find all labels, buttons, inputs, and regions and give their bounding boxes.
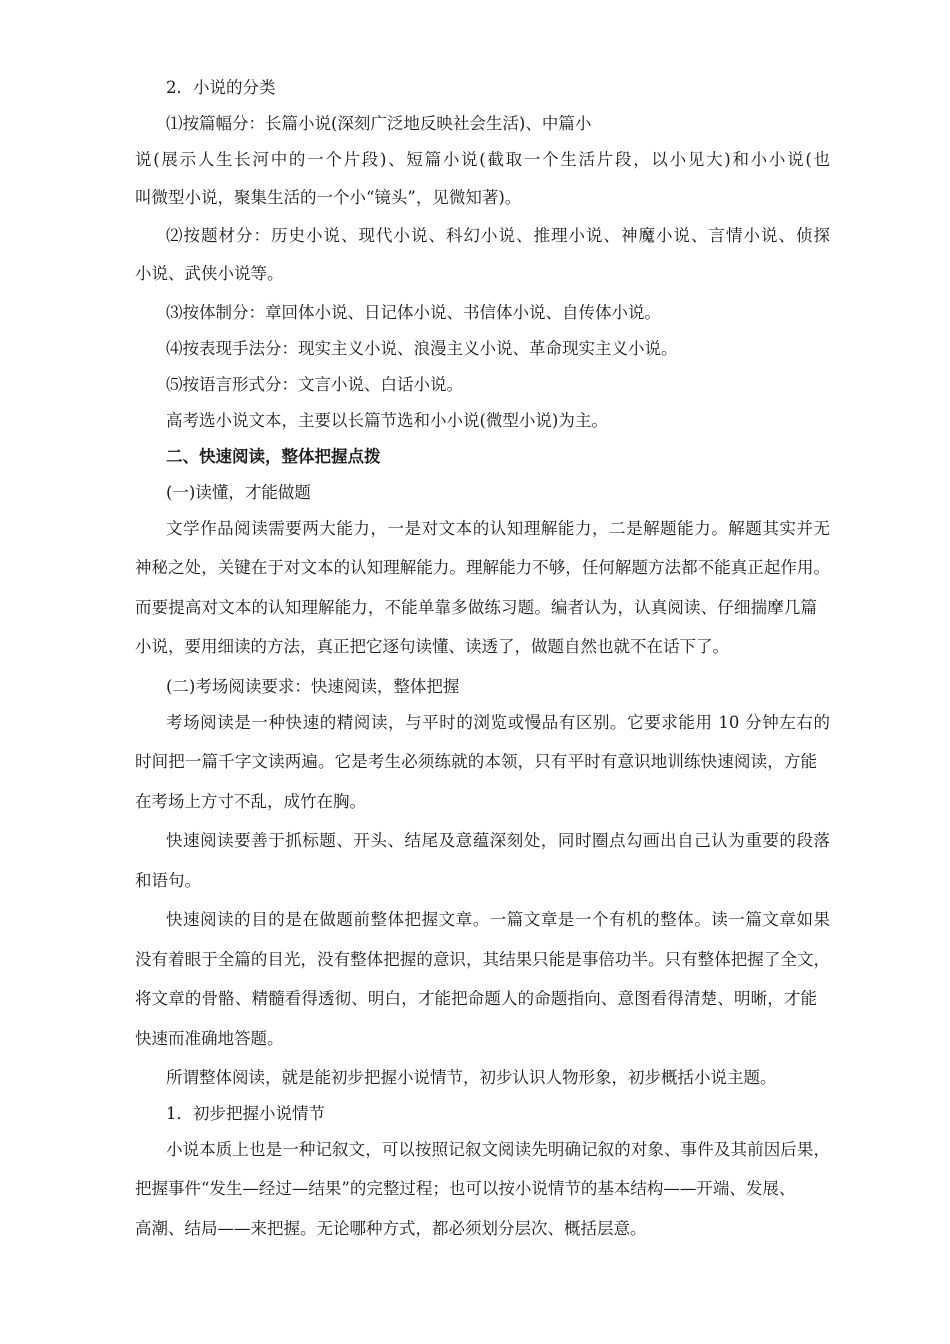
- paragraph-line: ⑸按语言形式分：文言小说、白话小说。: [166, 375, 463, 394]
- paragraph-line: 而要提高对文本的认知理解能力，不能单靠多做练习题。编者认为，认真阅读、仔细揣摩几篇: [135, 598, 817, 617]
- paragraph-line: 叫微型小说，聚集生活的一个小“镜头”，见微知著)。: [135, 188, 522, 207]
- paragraph-line: 说(展示人生长河中的一个片段)、短篇小说(截取一个生活片段，以小见大)和小小说(也: [135, 150, 830, 169]
- subsection-heading: (二)考场阅读要求：快速阅读，整体把握: [166, 677, 460, 696]
- section-heading: 1．初步把握小说情节: [166, 1104, 325, 1123]
- paragraph-line: 小说本质上也是一种记叙文，可以按照记叙文阅读先明确记叙的对象、事件及其前因后果，: [166, 1140, 830, 1159]
- subsection-heading: (一)读懂，才能做题: [166, 483, 311, 502]
- paragraph-line: ⑷按表现手法分：现实主义小说、浪漫主义小说、革命现实主义小说。: [166, 339, 678, 358]
- paragraph-line: 小说、武侠小说等。: [135, 264, 284, 283]
- paragraph-line: 把握事件“发生—经过—结果”的完整过程；也可以按小说情节的基本结构——开端、发展、: [135, 1179, 796, 1198]
- section-heading: 二、快速阅读，整体把握点拨: [166, 447, 381, 466]
- paragraph-line: 所谓整体阅读，就是能初步把握小说情节，初步认识人物形象，初步概括小说主题。: [166, 1068, 777, 1087]
- section-heading: 2．小说的分类: [166, 78, 276, 97]
- paragraph-line: 高潮、结局——来把握。无论哪种方式，都必须划分层次、概括层意。: [135, 1219, 647, 1238]
- paragraph-line: 和语句。: [135, 871, 201, 890]
- paragraph-line: 神秘之处，关键在于对文本的认知理解能力。理解能力不够，任何解题方法都不能真正起作用。: [135, 558, 830, 577]
- paragraph-line: 考场阅读是一种快速的精阅读，与平时的浏览或慢品有区别。它要求能用 10 分钟左右的: [166, 713, 830, 732]
- paragraph-line: ⑵按题材分：历史小说、现代小说、科幻小说、推理小说、神魔小说、言情小说、侦探: [166, 226, 830, 245]
- paragraph-line: ⑶按体制分：章回体小说、日记体小说、书信体小说、自传体小说。: [166, 303, 661, 322]
- paragraph-line: 高考选小说文本，主要以长篇节选和小小说(微型小说)为主。: [166, 411, 608, 430]
- paragraph-line: 将文章的骨骼、精髓看得透彻、明白，才能把命题人的命题指向、意图看得清楚、明晰，才能: [135, 989, 817, 1008]
- paragraph-line: 快速阅读的目的是在做题前整体把握文章。一篇文章是一个有机的整体。读一篇文章如果: [166, 910, 830, 929]
- paragraph-line: 快速而准确地答题。: [135, 1029, 284, 1048]
- paragraph-line: 小说，要用细读的方法，真正把它逐句读懂、读透了，做题自然也就不在话下了。: [135, 637, 729, 656]
- paragraph-line: 在考场上方寸不乱，成竹在胸。: [135, 792, 366, 811]
- paragraph-line: 文学作品阅读需要两大能力，一是对文本的认知理解能力，二是解题能力。解题其实并无: [166, 519, 830, 538]
- paragraph-line: ⑴按篇幅分：长篇小说(深刻广泛地反映社会生活)、中篇小: [166, 114, 592, 133]
- paragraph-line: 没有着眼于全篇的目光，没有整体把握的意识，其结果只能是事倍功半。只有整体把握了全文，: [135, 950, 830, 969]
- paragraph-line: 快速阅读要善于抓标题、开头、结尾及意蕴深刻处，同时圈点勾画出自己认为重要的段落: [166, 831, 830, 850]
- paragraph-line: 时间把一篇千字文读两遍。它是考生必须练就的本领，只有平时有意识地训练快速阅读，方能: [135, 752, 817, 771]
